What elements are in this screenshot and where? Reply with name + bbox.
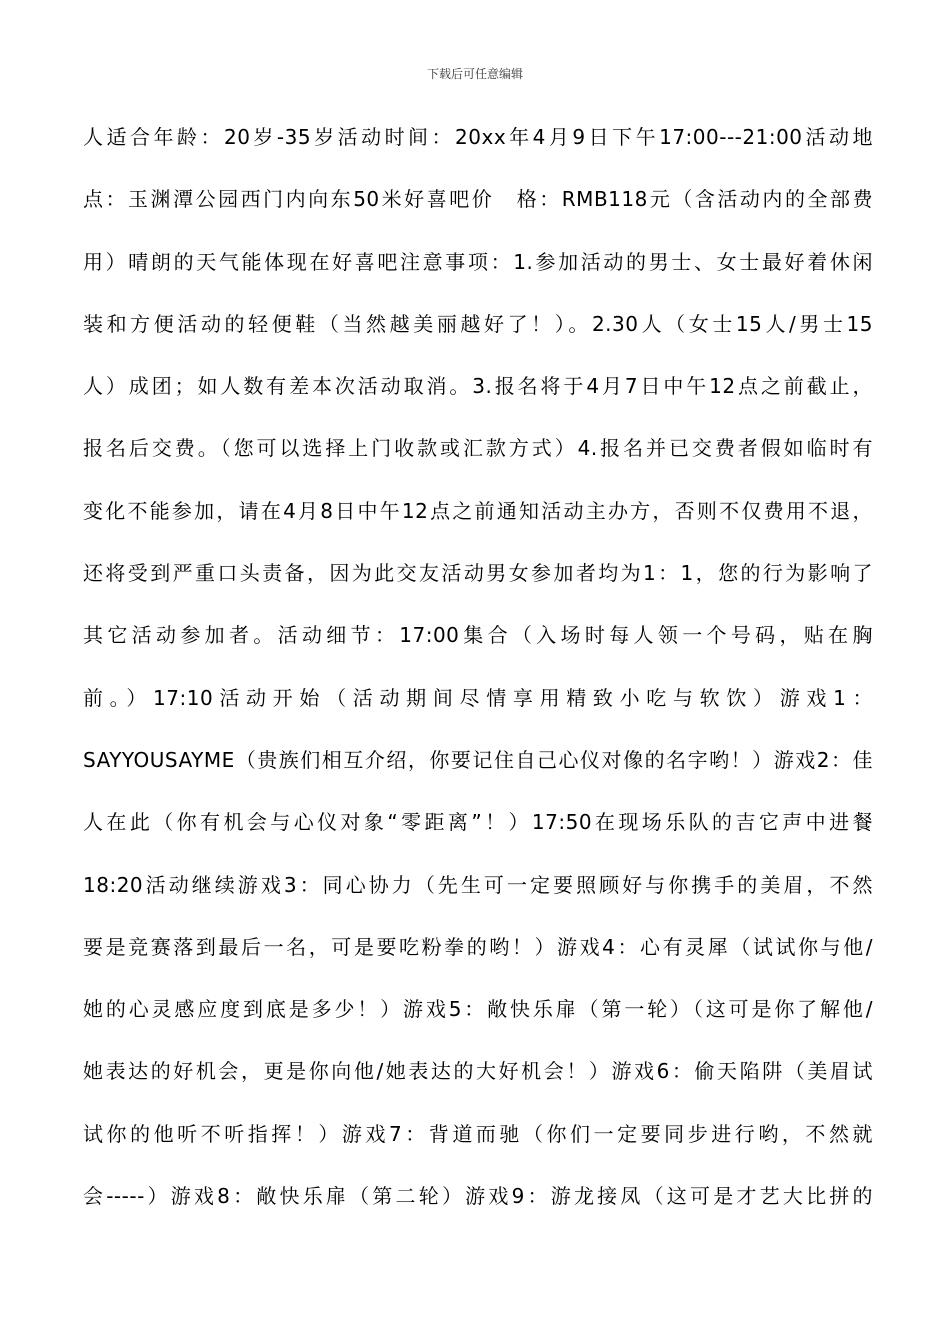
text-line: 前。）17:10活动开始（活动期间尽情享用精致小吃与软饮）游戏1： (83, 685, 873, 710)
text-line: 用）晴朗的天气能体现在好喜吧注意事项：1.参加活动的男士、女士最好着休闲 (83, 249, 873, 274)
text-line: 要是竞赛落到最后一名，可是要吃粉拳的哟！）游戏4：心有灵犀（试试你与他/ (83, 934, 873, 959)
text-line: 点：玉渊潭公园西门内向东50米好喜吧价 格：RMB118元（含活动内的全部费 (83, 187, 873, 212)
text-line: 人）成团；如人数有差本次活动取消。3.报名将于4月7日中午12点之前截止， (83, 374, 873, 399)
text-line: 她表达的好机会，更是你向他/她表达的大好机会！）游戏6：偷天陷阱（美眉试 (83, 1059, 873, 1084)
text-line: 她的心灵感应度到底是多少！）游戏5：敞快乐扉（第一轮）（这可是你了解他/ (83, 997, 873, 1022)
text-line: 人在此（你有机会与心仪对象“零距离”！）17:50在现场乐队的吉它声中进餐 (83, 810, 873, 835)
text-line: 报名后交费。（您可以选择上门收款或汇款方式）4.报名并已交费者假如临时有 (83, 436, 873, 461)
text-line: 试你的他听不听指挥！）游戏7：背道而驰（你们一定要同步进行哟，不然就 (83, 1121, 873, 1146)
text-line: 装和方便活动的轻便鞋（当然越美丽越好了！）。2.30人（女士15人/男士15 (83, 311, 873, 336)
text-line: 18:20活动继续游戏3：同心协力（先生可一定要照顾好与你携手的美眉，不然 (83, 872, 873, 897)
page-header: 下载后可任意编辑 (426, 67, 523, 81)
text-line: 还将受到严重口头责备，因为此交友活动男女参加者均为1：1，您的行为影响了 (83, 561, 873, 586)
body-text (83, 117, 873, 1238)
text-line: 会-----）游戏8：敞快乐扉（第二轮）游戏9：游龙接凤（这可是才艺大比拼的 (83, 1184, 873, 1209)
text-line: SAYYOUSAYME（贵族们相互介绍，你要记住自己心仪对像的名字哟！）游戏2：佳 (83, 747, 873, 772)
text-line: 变化不能参加，请在4月8日中午12点之前通知活动主办方，否则不仅费用不退， (83, 498, 873, 523)
text-line: 人适合年龄：20岁-35岁活动时间：20xx年4月9日下午17:00---21:00活动地 (83, 125, 873, 149)
text-line: 其它活动参加者。活动细节：17:00集合（入场时每人领一个号码，贴在胸 (83, 623, 873, 648)
